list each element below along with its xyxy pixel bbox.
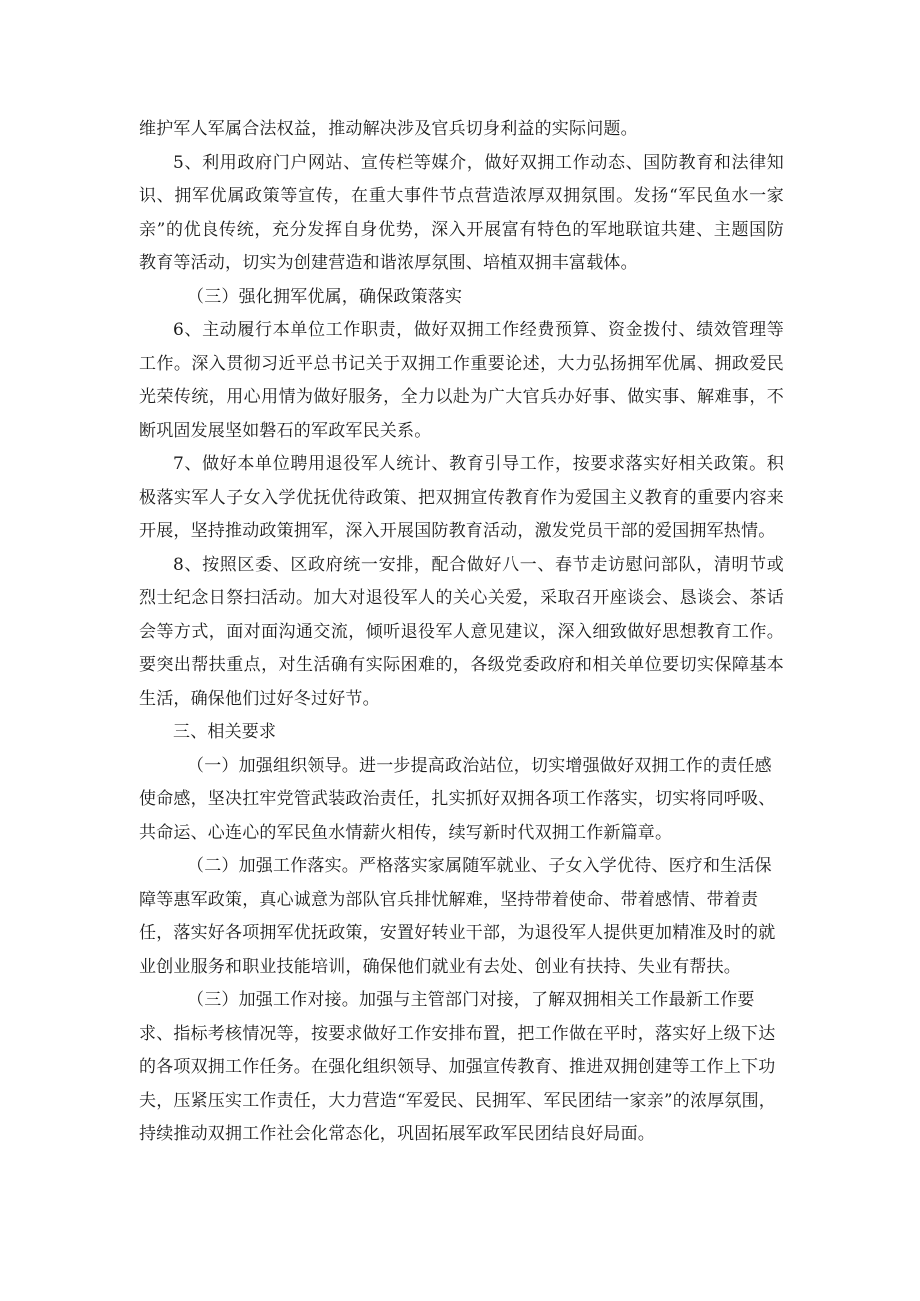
paragraph-requirement-1: （一）加强组织领导。进一步提高政治站位，切实增强做好双拥工作的责任感使命感，坚决扛牢党管武装政治责任，扎实抓好双拥各项工作落实，切实将同呼吸、共命运、心连心的军民鱼水情薪火相传，续写新时代双拥工作新篇章。 [139, 755, 776, 843]
paragraph-continuation: 维护军人军属合法权益，推动解决涉及官兵切身利益的实际问题。 [139, 119, 638, 139]
paragraph-requirement-3: （三）加强工作对接。加强与主管部门对接，了解双拥相关工作最新工作要求、指标考核情况等，按要求做好工作安排布置，把工作做在平时，落实好上级下达的各项双拥工作任务。在强化组织领导、加强宣传教育、推进双拥创建等工作上下功夫，压紧压实工作责任，大力营造“军爱民、民拥军、军民团结一家亲”的浓厚氛围，持续推动双拥工作社会化常态化，巩固拓展军政军民团结良好局面。 [139, 990, 776, 1144]
paragraph-requirement-2: （二）加强工作落实。严格落实家属随军就业、子女入学优待、医疗和生活保障等惠军政策，真心诚意为部队官兵排忧解难，坚持带着使命、带着感情、带着责任，落实好各项拥军优抚政策，安置好转业干部，为退役军人提供更加精准及时的就业创业服务和职业技能培训，确保他们就业有去处、创业有扶持、失业有帮扶。 [139, 856, 776, 977]
paragraph-item-6: 6、主动履行本单位工作职责，做好双拥工作经费预算、资金拨付、绩效管理等工作。深入贯彻习近平总书记关于双拥工作重要论述，大力弘扬拥军优属、拥政爱民光荣传统，用心用情为做好服务，全力以赴为广大官兵办好事、做实事、解难事，不断巩固发展坚如磐石的军政军民关系。 [139, 320, 784, 441]
section-heading-3: （三）强化拥军优属，确保政策落实 [187, 286, 463, 307]
paragraph-item-7: 7、做好本单位聘用退役军人统计、教育引导工作，按要求落实好相关政策。积极落实军人子女入学优抚优待政策、把双拥宣传教育作为爱国主义教育的重要内容来开展，坚持推动政策拥军，深入开展国防教育活动，激发党员干部的爱国拥军热情。 [139, 454, 784, 541]
document-page [139, 113, 784, 1152]
section-heading-requirements: 三、相关要求 [173, 722, 277, 742]
paragraph-item-5: 5、利用政府门户网站、宣传栏等媒介，做好双拥工作动态、国防教育和法律知识、拥军优属政策等宣传，在重大事件节点营造浓厚双拥氛围。发扬“军民鱼水一家亲”的优良传统，充分发挥自身优势，深入开展富有特色的军地联谊共建、主题国防教育等活动，切实为创建营造和谐浓厚氛围、培植双拥丰富载体。 [139, 152, 784, 273]
paragraph-item-8: 8、按照区委、区政府统一安排，配合做好八一、春节走访慰问部队，清明节或烈士纪念日祭扫活动。加大对退役军人的关心关爱，采取召开座谈会、恳谈会、茶话会等方式，面对面沟通交流，倾听退役军人意见建议，深入细致做好思想教育工作。要突出帮扶重点，对生活确有实际困难的，各级党委政府和相关单位要切实保障基本生活，确保他们过好冬过好节。 [139, 554, 784, 709]
